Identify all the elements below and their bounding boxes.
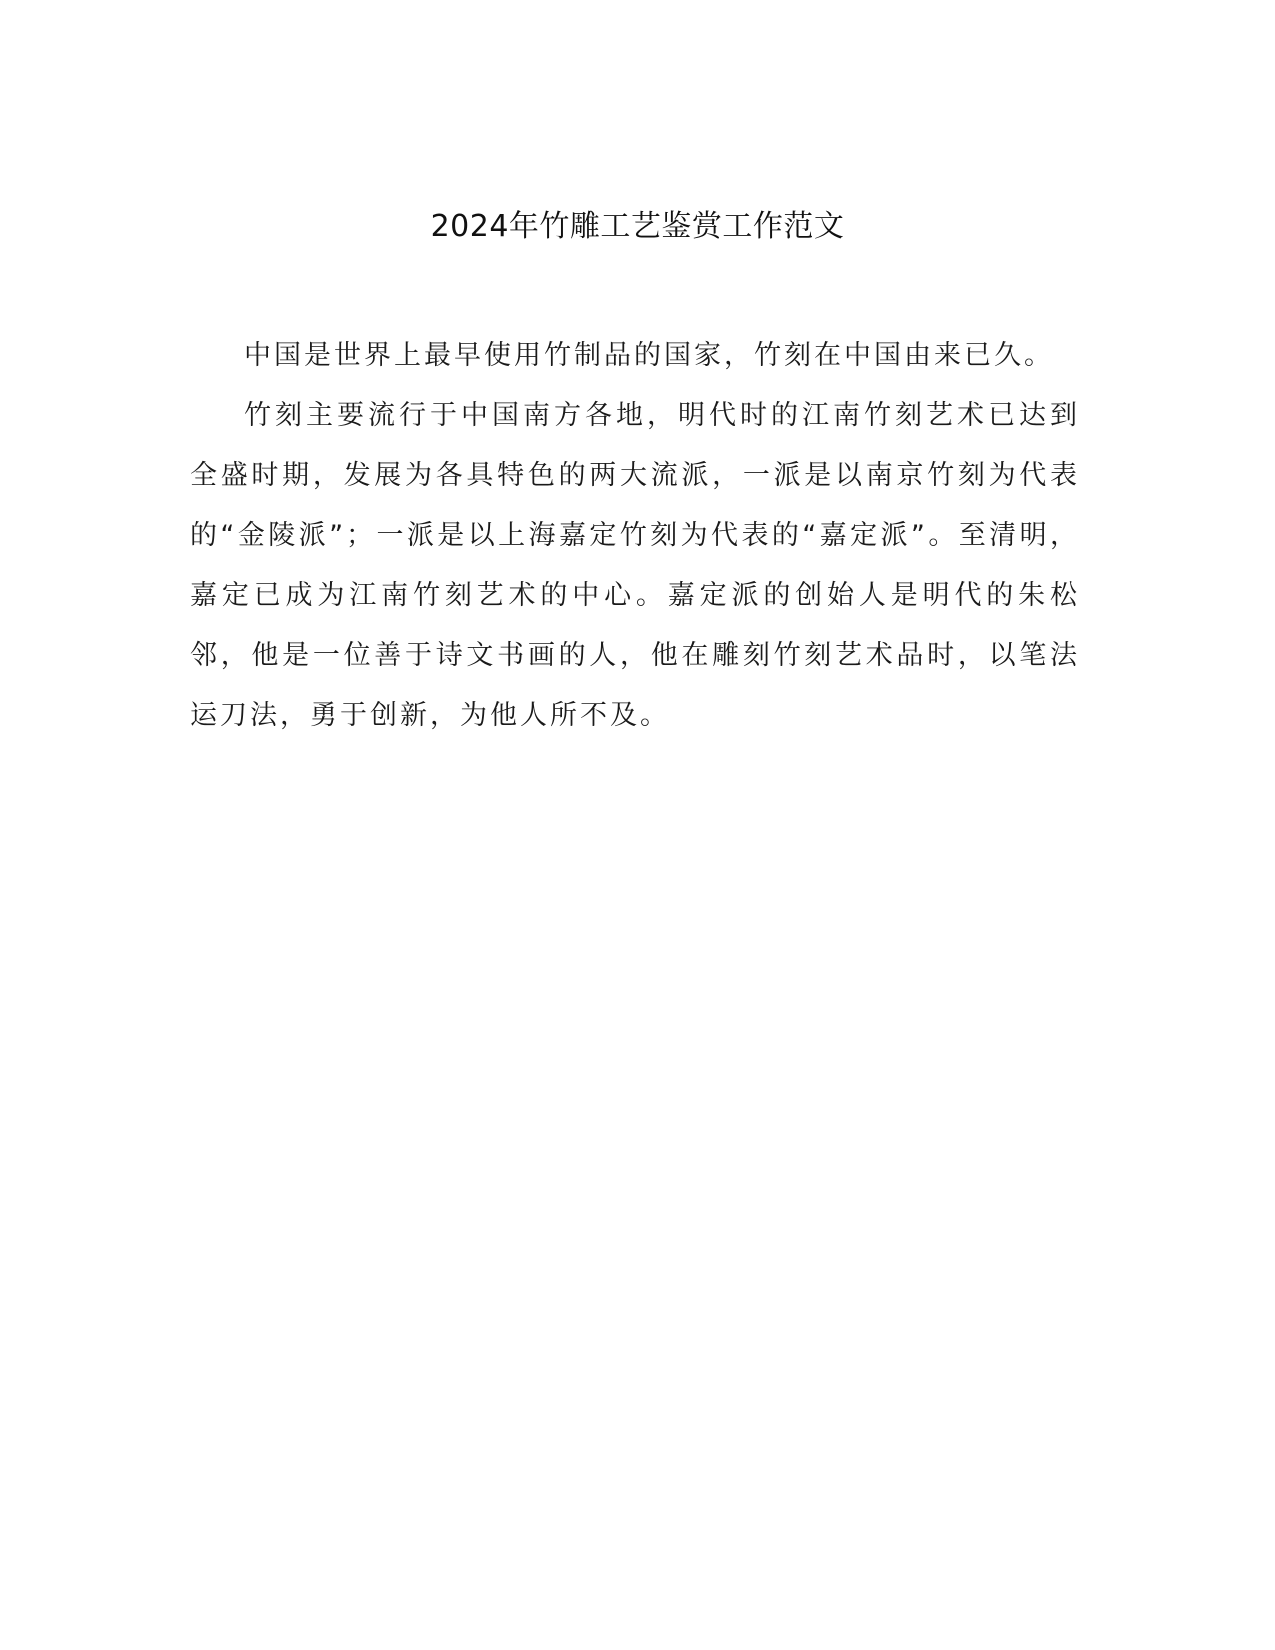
document-title: 2024年竹雕工艺鉴赏工作范文 bbox=[430, 209, 845, 244]
document-body bbox=[190, 326, 1080, 746]
paragraph-intro: 中国是世界上最早使用竹制品的国家，竹刻在中国由来已久。 bbox=[244, 340, 1054, 371]
paragraph-history: 竹刻主要流行于中国南方各地，明代时的江南竹刻艺术已达到全盛时期，发展为各具特色的两大流派，一派是以南京竹刻为代表的“金陵派”；一派是以上海嘉定竹刻为代表的“嘉定派”。至清明，嘉定已成为江南竹刻艺术的中心。嘉定派的创始人是明代的朱松邻，他是一位善于诗文书画的人，他在雕刻竹刻艺术品时，以笔法运刀法，勇于创新，为他人所不及。 bbox=[190, 400, 1080, 731]
